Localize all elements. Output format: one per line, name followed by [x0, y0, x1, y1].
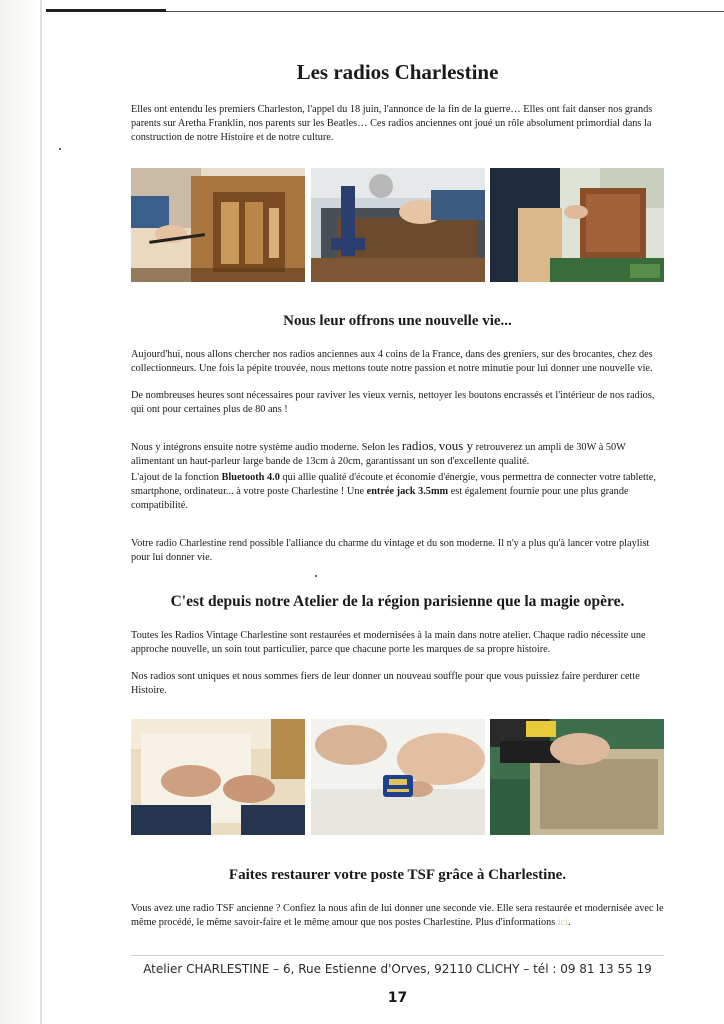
photo-row-restoration [131, 168, 664, 282]
footer-address: Atelier CHARLESTINE – 6, Rue Estienne d'Orves, 92110 CLICHY – tél : 09 81 13 55 19 [143, 962, 652, 976]
paragraph-audio-system: Nous y intégrons ensuite notre système audio moderne. Selon les radios, vous y retrouverez un ampli de 30W à 50W alimentant un haut-parleur large bande de 13cm à 20cm, garantissant un son d'excellente qualité. [131, 438, 626, 467]
scan-fold-line [40, 0, 42, 1024]
photo-hammer-fabric [490, 719, 664, 835]
photo-row-atelier [131, 719, 664, 835]
more-info-link[interactable]: ici [557, 916, 569, 928]
page-number: 17 [387, 990, 408, 1006]
photo-hands-paper [131, 719, 305, 835]
paragraph-sourcing: Aujourd'hui, nous allons chercher nos radios anciennes aux 4 coins de la France, dans des greniers, sur des brocantes, chez des collectionneurs. Une fois la pépite trouvée, nous mettons toute notre passion et notre minutie pour lui donner une nouvelle vie. [131, 349, 653, 374]
photo-workbench-clamps [311, 168, 485, 282]
photo-varnishing-radio [131, 168, 305, 282]
intro-paragraph: Elles ont entendu les premiers Charleston, l'appel du 18 juin, l'annonce de la fin de la guerre… Elles ont fait danser nos grands parents sur Aretha Franklin, nos parents sur les Beatles… Ces radios anciennes ont joué un rôle absolument primordial dans la construction de notre Histoire et de notre culture. [131, 104, 653, 143]
paragraph-unique: Nos radios sont uniques et nous sommes fiers de leur donner un nouveau souffle pour que vous puissiez faire perdurer cette Histoire. [131, 671, 640, 696]
section-heading-new-life: Nous leur offrons une nouvelle vie... [283, 313, 512, 329]
section-heading-atelier: C'est depuis notre Atelier de la région parisienne que la magie opère. [170, 593, 625, 610]
photo-radio-cabinet-sanding [490, 168, 664, 282]
page-title: Les radios Charlestine [296, 60, 499, 84]
scan-speck [59, 148, 61, 150]
scan-speck [315, 575, 317, 577]
scan-left-edge [0, 0, 40, 1024]
section-heading-tsf: Faites restaurer votre poste TSF grâce à Charlestine. [228, 867, 567, 883]
paragraph-tsf-restoration: Vous avez une radio TSF ancienne ? Confiez la nous afin de lui donner une seconde vie. Elle sera restaurée et modernisée avec le même procédé, le même savoir-faire et le même amour que nos postes Charlestine. Plus d'informations ici. [131, 903, 664, 928]
paragraph-cleaning: De nombreuses heures sont nécessaires pour raviver les vieux vernis, nettoyer les boutons encrassés et l'intérieur de nos radios, qui ont pour certaines plus de 80 ans ! [131, 390, 655, 415]
top-rule-accent [46, 9, 166, 12]
paragraph-bluetooth: L'ajout de la fonction Bluetooth 4.0 qui allie qualité d'écoute et économie d'énergie, vous permettra de connecter votre tablette, smartphone, ordinateur... à votre poste Charlestine ! Une entrée jack 3.5mm est également fournie pour une plus grande compatibilité. [131, 472, 656, 511]
paragraph-vintage-modern: Votre radio Charlestine rend possible l'alliance du charme du vintage et du son moderne. Il n'y a plus qu'à lancer votre playlist pour lui donner vie. [131, 538, 650, 563]
paragraph-handmade: Toutes les Radios Vintage Charlestine sont restaurées et modernisées à la main dans notre atelier. Chaque radio nécessite une approche nouvelle, un soin tout particulier, parce que chacune porte les marques de sa propre histoire. [131, 630, 646, 655]
photo-badge-detail [311, 719, 485, 835]
footer-rule [131, 955, 664, 956]
